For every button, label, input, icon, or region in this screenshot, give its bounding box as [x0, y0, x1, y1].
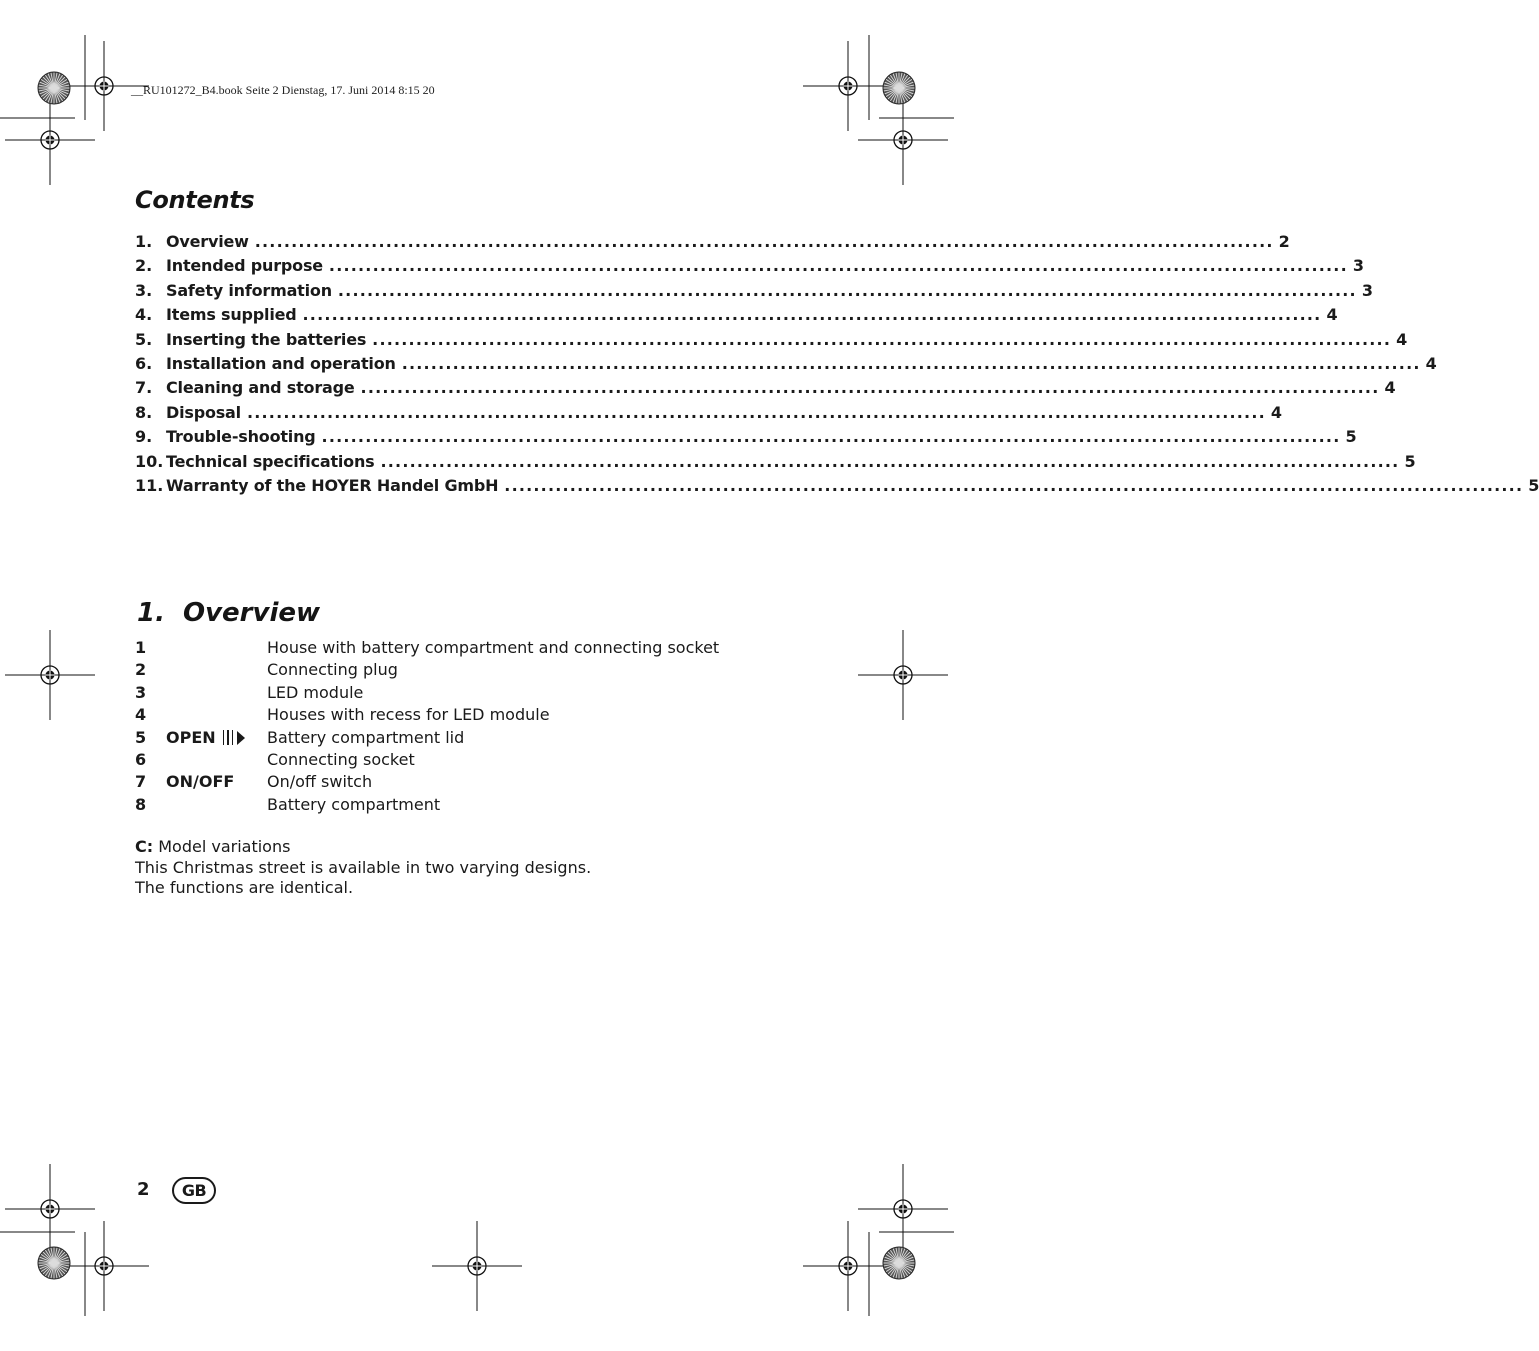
part-item-number: 1	[135, 638, 147, 657]
model-variations-line-2: The functions are identical.	[135, 878, 354, 898]
overview-heading-number: 1.	[137, 598, 165, 628]
toc-entry-leader: ............................................................................................................................................	[401, 353, 1421, 373]
toc-entry-number: 1.	[135, 232, 153, 251]
language-badge: GB	[172, 1177, 216, 1204]
model-variations-line-1: This Christmas street is available in two varying designs.	[135, 857, 592, 877]
overview-heading	[137, 598, 320, 628]
toc-entry[interactable]	[135, 402, 1283, 427]
toc-entry[interactable]	[135, 427, 1357, 451]
toc-entry-number: 4.	[135, 305, 153, 325]
toc-entry-title: Safety information	[166, 280, 332, 300]
page-number: 2	[137, 1179, 150, 1200]
part-item-label-text: OPEN	[166, 727, 216, 747]
toc-entry-page: 4	[1425, 353, 1437, 373]
toc-entry-number: 3.	[135, 280, 153, 300]
part-item	[135, 771, 835, 793]
toc-entry-leader: ............................................................................................................................................	[360, 378, 1380, 398]
toc-entry-title: Cleaning and storage	[166, 378, 355, 398]
toc-entry-title: Installation and operation	[166, 353, 396, 373]
toc-entry-leader: ............................................................................................................................................	[302, 305, 1322, 325]
toc-entry-leader: ............................................................................................................................................	[321, 427, 1341, 447]
part-item	[135, 659, 835, 681]
toc-entry-number: 5.	[135, 329, 153, 349]
part-item-number: 8	[135, 794, 147, 814]
part-item-number: 6	[135, 749, 147, 769]
file-info-header: __RU101272_B4.book Seite 2 Dienstag, 17. Juni 2014 8:15 20	[131, 83, 435, 97]
part-item	[135, 749, 835, 771]
toc-entry[interactable]	[135, 329, 1408, 354]
toc-entry-title: Disposal	[166, 402, 241, 422]
toc-entry-number: 6.	[135, 353, 153, 373]
toc-entry[interactable]	[135, 280, 1373, 305]
toc-entry[interactable]	[135, 475, 1539, 500]
model-variations-title: Model variations	[153, 837, 291, 856]
toc-entry[interactable]	[135, 353, 1437, 378]
toc-entry[interactable]	[135, 232, 1290, 256]
toc-entry[interactable]	[135, 451, 1416, 476]
toc-entry-page: 2	[1278, 232, 1290, 251]
toc-entry-title: Trouble-shooting	[166, 427, 316, 447]
toc-entry-number: 11.	[135, 475, 164, 495]
toc-entry-leader: ............................................................................................................................................	[337, 280, 1357, 300]
part-item-number: 7	[135, 772, 147, 792]
part-item	[135, 637, 835, 659]
part-item-description: Battery compartment lid	[267, 727, 465, 747]
part-item-number: 3	[135, 682, 147, 702]
part-item-description: Houses with recess for LED module	[267, 705, 550, 725]
toc-entry-number: 10.	[135, 451, 164, 471]
part-item	[135, 704, 835, 726]
toc-entry-page: 3	[1361, 280, 1373, 300]
part-item-description: LED module	[267, 682, 364, 702]
part-item	[135, 727, 835, 749]
toc-entry-page: 4	[1326, 305, 1338, 325]
part-item	[135, 682, 835, 704]
part-item-description: Connecting plug	[267, 660, 398, 680]
part-item	[135, 794, 835, 816]
part-item-label	[166, 727, 245, 749]
contents-heading: Contents	[135, 186, 255, 214]
part-item-number: 4	[135, 705, 147, 725]
part-item-description: House with battery compartment and connecting socket	[267, 638, 720, 657]
part-item-description: On/off switch	[267, 772, 373, 792]
toc-entry-leader: ............................................................................................................................................	[246, 402, 1266, 422]
toc-entry-title: Intended purpose	[166, 256, 323, 276]
toc-entry-page: 5	[1404, 451, 1416, 471]
toc-entry-leader: ............................................................................................................................................	[504, 475, 1524, 495]
toc-entry-title: Overview	[166, 232, 249, 251]
toc-entry-number: 8.	[135, 402, 153, 422]
toc-entry-page: 5	[1345, 427, 1357, 447]
model-variations-label: C:	[135, 837, 154, 856]
toc-entry-leader: ............................................................................................................................................	[372, 329, 1392, 349]
parts-list	[135, 637, 835, 816]
model-variations	[135, 837, 591, 899]
toc-entry-title: Technical specifications	[166, 451, 375, 471]
part-item-label	[166, 771, 234, 793]
toc-entry-page: 3	[1352, 256, 1364, 276]
toc-entry[interactable]	[135, 256, 1364, 280]
part-item-description: Battery compartment	[267, 794, 441, 814]
toc-entry-number: 9.	[135, 427, 153, 447]
model-variations-title-line	[135, 837, 591, 858]
table-of-contents	[135, 232, 1539, 500]
toc-entry[interactable]	[135, 305, 1338, 329]
toc-entry-leader: ............................................................................................................................................	[328, 256, 1348, 276]
toc-entry-number: 7.	[135, 378, 153, 398]
part-item-number: 2	[135, 660, 147, 680]
toc-entry-title: Inserting the batteries	[166, 329, 367, 349]
part-item-label-text: ON/OFF	[166, 772, 235, 792]
toc-entry-number: 2.	[135, 256, 153, 276]
open-direction-arrow-icon	[223, 730, 246, 746]
part-item-number: 5	[135, 727, 147, 747]
toc-entry-leader: ............................................................................................................................................	[380, 451, 1400, 471]
toc-entry-page: 4	[1396, 329, 1408, 349]
toc-entry-title: Items supplied	[166, 305, 297, 325]
toc-entry-page: 4	[1384, 378, 1396, 398]
overview-heading-title: Overview	[183, 598, 321, 628]
toc-entry-page: 5	[1528, 475, 1539, 495]
toc-entry[interactable]	[135, 378, 1396, 402]
toc-entry-title: Warranty of the HOYER Handel GmbH	[166, 475, 499, 495]
part-item-description: Connecting socket	[267, 749, 415, 769]
toc-entry-page: 4	[1270, 402, 1283, 422]
toc-entry-leader: ............................................................................................................................................	[254, 232, 1274, 251]
